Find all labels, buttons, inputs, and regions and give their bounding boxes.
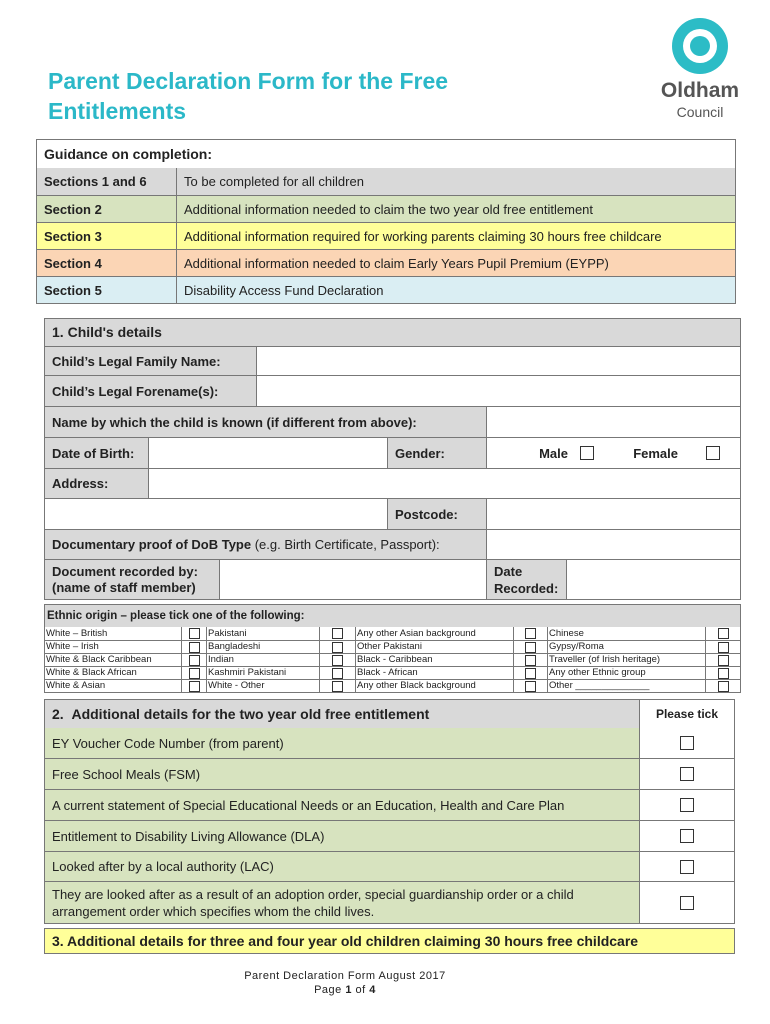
s2-item-checkbox[interactable] bbox=[680, 860, 694, 874]
logo-ring-icon bbox=[672, 18, 728, 74]
ethnic-row bbox=[45, 640, 740, 653]
known-name-label: Name by which the child is known (if different from above): bbox=[45, 407, 486, 437]
section-heading: Additional details for the two year old free entitlement bbox=[71, 705, 430, 722]
proof-input[interactable] bbox=[486, 530, 740, 559]
s2-row bbox=[45, 758, 734, 789]
s2-item-checkbox[interactable] bbox=[680, 829, 694, 843]
guidance-row bbox=[37, 276, 735, 303]
ethnic-option-label: Bangladeshi bbox=[206, 641, 319, 653]
page-title: Parent Declaration Form for the Free Entitlements bbox=[48, 68, 449, 124]
ethnic-option-label: White - Other bbox=[206, 680, 319, 692]
section-1-childs-details bbox=[44, 318, 741, 600]
ethnic-row bbox=[45, 679, 740, 692]
postcode-input[interactable] bbox=[486, 499, 740, 529]
family-name-label: Child’s Legal Family Name: bbox=[45, 347, 256, 375]
guidance-row bbox=[37, 195, 735, 222]
guidance-row bbox=[37, 249, 735, 276]
address-label: Address: bbox=[45, 469, 148, 498]
ethnic-option-checkbox[interactable] bbox=[332, 655, 343, 666]
dob-input[interactable] bbox=[148, 438, 387, 468]
ethnic-option-checkbox[interactable] bbox=[189, 668, 200, 679]
forename-input[interactable] bbox=[256, 376, 740, 406]
footer-text: Parent Declaration Form August 2017 bbox=[244, 970, 446, 982]
ethnic-option-checkbox[interactable] bbox=[332, 642, 343, 653]
date-recorded-label: Date bbox=[494, 563, 523, 579]
s2-item-label: Free School Meals (FSM) bbox=[45, 759, 639, 789]
recorded-by-input[interactable] bbox=[219, 560, 486, 599]
ethnic-option-label: Traveller (of Irish heritage) bbox=[547, 654, 705, 666]
ethnic-option-checkbox[interactable] bbox=[525, 628, 536, 639]
ethnic-option-checkbox[interactable] bbox=[718, 681, 729, 692]
form-body bbox=[0, 139, 770, 997]
oldham-council-logo bbox=[652, 18, 748, 121]
gender-label: Gender: bbox=[387, 438, 486, 468]
s2-item-label: They are looked after as a result of an adoption order, special guardianship order or a child arrangement order which specifies whom the child lives. bbox=[45, 882, 639, 923]
guidance-row bbox=[37, 168, 735, 195]
ethnic-option-checkbox[interactable] bbox=[718, 628, 729, 639]
logo-subtext: Council bbox=[676, 104, 724, 120]
ethnic-option-checkbox[interactable] bbox=[332, 668, 343, 679]
guidance-text: Additional information needed to claim the two year old free entitlement bbox=[176, 196, 735, 222]
proof-label: Documentary proof of DoB Type bbox=[52, 537, 252, 552]
s2-item-label: A current statement of Special Educational Needs or an Education, Health and Care Plan bbox=[45, 790, 639, 820]
of-label: of bbox=[351, 984, 370, 996]
ethnic-origin-table bbox=[44, 604, 741, 693]
ethnic-option-label: Black - African bbox=[355, 667, 513, 679]
ethnic-option-label: Indian bbox=[206, 654, 319, 666]
please-tick-header: Please tick bbox=[639, 700, 734, 728]
ethnic-option-label: Gypsy/Roma bbox=[547, 641, 705, 653]
current-page: 1 bbox=[345, 984, 352, 996]
known-name-input[interactable] bbox=[486, 407, 740, 437]
ethnic-option-label: Chinese bbox=[547, 627, 705, 640]
recorded-by-label: Document recorded by: bbox=[52, 563, 198, 579]
forename-label: Child’s Legal Forename(s): bbox=[45, 376, 256, 406]
guidance-section: Section 3 bbox=[44, 228, 102, 244]
logo-text: Oldham bbox=[660, 79, 740, 102]
ethnic-option-checkbox[interactable] bbox=[718, 655, 729, 666]
s2-item-label: EY Voucher Code Number (from parent) bbox=[45, 728, 639, 758]
ethnic-option-checkbox[interactable] bbox=[718, 668, 729, 679]
male-label: Male bbox=[539, 445, 568, 461]
s2-item-label: Looked after by a local authority (LAC) bbox=[45, 852, 639, 881]
ethnic-option-label: Any other Black background bbox=[355, 680, 513, 692]
section-number: 1. bbox=[52, 324, 64, 340]
s2-row bbox=[45, 728, 734, 758]
ethnic-option-checkbox[interactable] bbox=[525, 668, 536, 679]
section-number: 2. bbox=[52, 705, 64, 722]
ethnic-heading: Ethnic origin – please tick one of the following: bbox=[47, 609, 305, 622]
s2-row bbox=[45, 851, 734, 881]
dob-label: Date of Birth: bbox=[45, 438, 148, 468]
ethnic-option-label: White – Irish bbox=[46, 641, 99, 652]
family-name-input[interactable] bbox=[256, 347, 740, 375]
s2-row bbox=[45, 789, 734, 820]
s2-row bbox=[45, 881, 734, 923]
s2-item-label: Entitlement to Disability Living Allowance (DLA) bbox=[45, 821, 639, 851]
total-pages: 4 bbox=[369, 984, 376, 996]
guidance-text: Disability Access Fund Declaration bbox=[176, 277, 735, 303]
ethnic-option-checkbox[interactable] bbox=[189, 655, 200, 666]
ethnic-option-checkbox[interactable] bbox=[718, 642, 729, 653]
ethnic-option-checkbox[interactable] bbox=[525, 642, 536, 653]
guidance-row bbox=[37, 222, 735, 249]
female-checkbox[interactable] bbox=[706, 446, 720, 460]
s2-item-checkbox[interactable] bbox=[680, 736, 694, 750]
ethnic-option-checkbox[interactable] bbox=[189, 628, 200, 639]
s2-item-checkbox[interactable] bbox=[680, 896, 694, 910]
ethnic-option-label: Black - Caribbean bbox=[355, 654, 513, 666]
section-3-heading: 3. Additional details for three and four year old children claiming 30 hours free childcare bbox=[44, 928, 735, 954]
ethnic-option-label: White – British bbox=[46, 627, 108, 639]
section-2-two-year-old bbox=[44, 699, 735, 924]
date-recorded-sublabel: Recorded: bbox=[494, 580, 559, 596]
date-recorded-input[interactable] bbox=[566, 560, 740, 599]
female-label: Female bbox=[633, 445, 678, 461]
guidance-table bbox=[36, 139, 736, 304]
ethnic-option-label: Pakistani bbox=[206, 627, 319, 640]
guidance-section: Section 5 bbox=[44, 282, 102, 298]
ethnic-option-checkbox[interactable] bbox=[189, 681, 200, 692]
ethnic-option-label: Kashmiri Pakistani bbox=[206, 667, 319, 679]
ethnic-option-label: Other Pakistani bbox=[355, 641, 513, 653]
s2-item-checkbox[interactable] bbox=[680, 798, 694, 812]
s2-row bbox=[45, 820, 734, 851]
ethnic-option-label: Any other Ethnic group bbox=[547, 667, 705, 679]
ethnic-row bbox=[45, 653, 740, 666]
guidance-text: Additional information required for working parents claiming 30 hours free childcare bbox=[176, 223, 735, 249]
page-label: Page bbox=[314, 984, 346, 996]
page-number bbox=[0, 983, 690, 997]
ethnic-option-checkbox[interactable] bbox=[189, 642, 200, 653]
guidance-text: Additional information needed to claim Early Years Pupil Premium (EYPP) bbox=[176, 250, 735, 276]
ethnic-option-label: Other ______________ bbox=[547, 680, 705, 692]
ethnic-option-label: Any other Asian background bbox=[355, 627, 513, 640]
ethnic-option-checkbox[interactable] bbox=[332, 628, 343, 639]
footer bbox=[0, 969, 690, 997]
recorded-by-sublabel: (name of staff member) bbox=[52, 579, 196, 595]
male-checkbox[interactable] bbox=[580, 446, 594, 460]
ethnic-row bbox=[45, 627, 740, 640]
ethnic-row bbox=[45, 666, 740, 679]
postcode-label: Postcode: bbox=[387, 499, 486, 529]
address-input[interactable] bbox=[148, 469, 740, 498]
proof-hint: (e.g. Birth Certificate, Passport): bbox=[251, 537, 440, 552]
ethnic-option-label: White & Black African bbox=[46, 667, 137, 678]
ethnic-option-checkbox[interactable] bbox=[525, 655, 536, 666]
address-input-line2[interactable] bbox=[45, 499, 387, 529]
guidance-section: Section 4 bbox=[44, 255, 102, 271]
section-heading: Child's details bbox=[67, 324, 162, 340]
guidance-section: Section 2 bbox=[44, 201, 102, 217]
ethnic-option-label: White & Asian bbox=[46, 680, 106, 691]
guidance-text: To be completed for all children bbox=[176, 168, 735, 195]
guidance-section: Sections 1 and 6 bbox=[44, 174, 147, 189]
ethnic-option-checkbox[interactable] bbox=[332, 681, 343, 692]
guidance-heading: Guidance on completion: bbox=[44, 145, 213, 162]
ethnic-option-label: White & Black Caribbean bbox=[46, 654, 152, 665]
s2-item-checkbox[interactable] bbox=[680, 767, 694, 781]
ethnic-option-checkbox[interactable] bbox=[525, 681, 536, 692]
